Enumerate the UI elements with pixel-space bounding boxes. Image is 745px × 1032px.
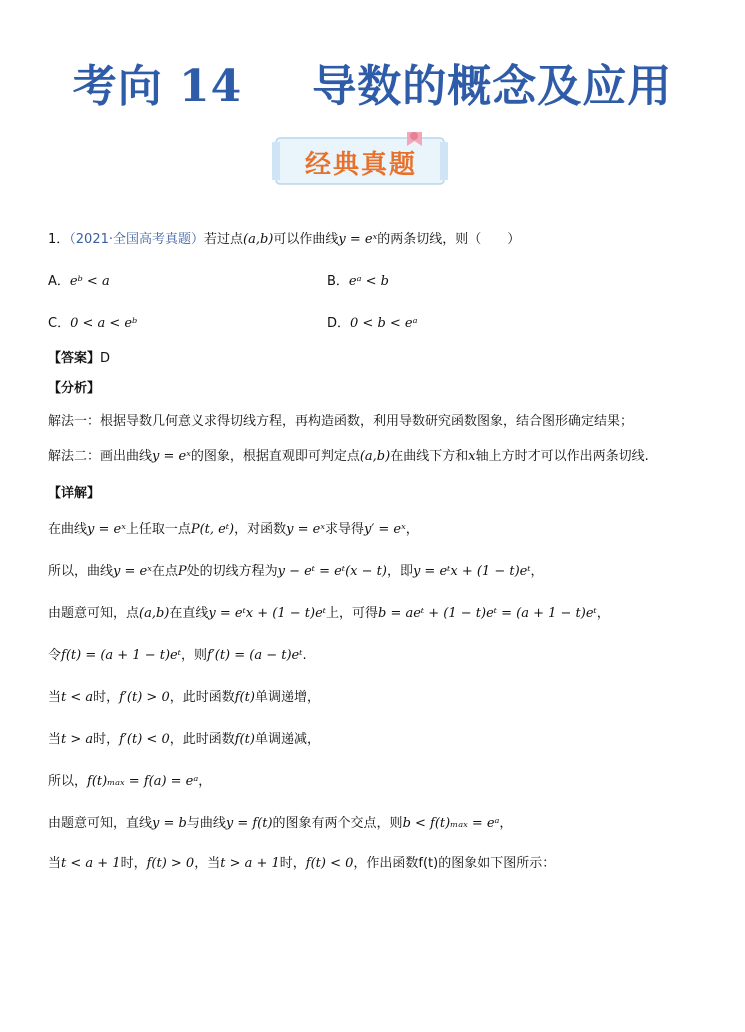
detail-math: y = eᵗx + (1 − t)eᵗ — [208, 606, 326, 621]
detail-math: f(t) — [234, 690, 255, 705]
analysis-point: (a,b) — [359, 449, 391, 464]
detail-math: t > a + 1 — [220, 856, 280, 871]
detail-text: ，此时函数 — [169, 690, 235, 705]
analysis-curve: y = eˣ — [152, 449, 191, 464]
analysis-text-2a: 解法二：画出曲线 — [48, 449, 153, 464]
detail-text: 在点 — [151, 564, 178, 579]
analysis-line-2 — [48, 445, 649, 464]
detail-text: 当 — [48, 856, 62, 871]
detail-text: 当 — [48, 690, 62, 705]
detail-math: (a,b) — [139, 606, 170, 621]
stem-text-2: 可以作曲线 — [273, 232, 339, 247]
page-title — [0, 50, 745, 114]
detail-math: t < a — [61, 690, 94, 705]
detail-text: 在直线 — [169, 606, 209, 621]
detail-text: . — [302, 648, 307, 663]
detail-math: y − eᵗ = eᵗ(x − t) — [277, 564, 387, 579]
answer-value: D — [100, 351, 111, 366]
detail-math: y = b — [152, 816, 187, 831]
detail-math: f′(t) > 0 — [119, 690, 170, 705]
detail-text: 时， — [93, 690, 120, 705]
stem-point: (a,b) — [243, 232, 274, 247]
detail-math: f(t) — [234, 732, 255, 747]
detail-math: f(t) > 0 — [146, 856, 195, 871]
detail-math: y = f(t) — [225, 816, 273, 831]
section-banner — [272, 132, 450, 190]
detail-math: f′(t) = (a − t)eᵗ — [206, 648, 303, 663]
question-source: （2021·全国高考真题） — [69, 232, 204, 247]
detail-line — [48, 644, 307, 663]
detail-text: ，作出函数f(t)的图象如下图所示： — [353, 856, 556, 871]
detail-math: t > a — [61, 732, 94, 747]
detail-text: 单调递增， — [254, 690, 320, 705]
analysis-text-2b: 的图象，根据直观即可判定点 — [190, 449, 360, 464]
detail-tag — [48, 482, 100, 501]
detail-math: b = aeᵗ + (1 − t)eᵗ = (a + 1 − t)eᵗ — [378, 606, 597, 621]
answer-tag: 【答案】 — [48, 351, 101, 366]
detail-text: ， — [405, 522, 419, 537]
analysis-text-2c: 在曲线下方和 — [390, 449, 469, 464]
detail-text: 的图象有两个交点，则 — [272, 816, 403, 831]
option-d — [327, 312, 418, 331]
detail-text: 所以， — [48, 774, 88, 789]
detail-text: 令 — [48, 648, 62, 663]
detail-line — [48, 560, 544, 579]
detail-math: y = eˣ — [113, 564, 152, 579]
detail-math: f(t) < 0 — [305, 856, 354, 871]
analysis-text-2d: 轴上方时才可以作出两条切线. — [475, 449, 649, 464]
question-number: 1． — [48, 232, 70, 247]
detail-text: 所以，曲线 — [48, 564, 114, 579]
detail-math: f(t) = (a + 1 − t)eᵗ — [61, 648, 181, 663]
stem-text-3: 的两条切线，则（ ） — [377, 232, 521, 247]
question-stem — [48, 228, 520, 247]
title-topic-number: 考向 14 — [72, 61, 243, 112]
detail-text: 处的切线方程为 — [186, 564, 278, 579]
detail-text: ，则 — [180, 648, 207, 663]
detail-math: y = eᵗx + (1 − t)eᵗ — [412, 564, 531, 579]
detail-text: ， — [198, 774, 212, 789]
option-c-label: C． — [48, 316, 71, 331]
detail-math: b < f(t)ₘₐₓ = eᵃ — [402, 816, 500, 831]
detail-text: 求导得 — [324, 522, 364, 537]
detail-math: P(t, eᵗ) — [190, 522, 235, 537]
analysis-line-1 — [48, 410, 633, 429]
detail-text: 上任取一点 — [125, 522, 191, 537]
analysis-text-1: 解法一：根据导数几何意义求得切线方程，再构造函数，利用导数研究函数图象，结合图形确定结果； — [48, 414, 634, 429]
option-d-label: D． — [327, 316, 351, 331]
option-b-label: B． — [327, 274, 349, 289]
option-d-text: 0 < b < eᵃ — [350, 316, 418, 331]
detail-line — [48, 812, 512, 831]
detail-math: f(t)ₘₐₓ = f(a) = eᵃ — [87, 774, 199, 789]
detail-math: y = eˣ — [87, 522, 126, 537]
detail-line — [48, 686, 320, 705]
detail-text: ，即 — [386, 564, 413, 579]
detail-text: ，此时函数 — [169, 732, 235, 747]
title-topic-name: 导数的概念及应用 — [312, 61, 673, 112]
option-a — [48, 270, 110, 289]
detail-text: 当 — [48, 732, 62, 747]
detail-text: 由题意可知，直线 — [48, 816, 153, 831]
option-c — [48, 312, 137, 331]
detail-text: 在曲线 — [48, 522, 88, 537]
detail-math: f′(t) < 0 — [119, 732, 170, 747]
stem-text-1: 若过点 — [204, 232, 244, 247]
detail-tag-text: 【详解】 — [48, 486, 101, 501]
detail-text: 单调递减， — [254, 732, 320, 747]
detail-math: y = eˣ — [286, 522, 325, 537]
analysis-axis: x — [468, 449, 476, 464]
detail-line — [48, 852, 555, 871]
option-c-text: 0 < a < eᵇ — [70, 316, 138, 331]
option-b-text: eᵃ < b — [348, 274, 389, 289]
option-a-label: A． — [48, 274, 70, 289]
detail-text: 时， — [120, 856, 147, 871]
detail-text: 上，可得 — [325, 606, 378, 621]
detail-line — [48, 728, 320, 747]
analysis-tag-text: 【分析】 — [48, 381, 101, 396]
detail-line — [48, 518, 419, 537]
detail-line — [48, 770, 211, 789]
detail-line — [48, 602, 610, 621]
answer-line — [48, 347, 110, 366]
detail-text: ， — [499, 816, 513, 831]
option-a-text: eᵇ < a — [69, 274, 110, 289]
detail-text: 时， — [93, 732, 120, 747]
option-b — [327, 270, 389, 289]
detail-math: t < a + 1 — [61, 856, 121, 871]
detail-text: ， — [596, 606, 610, 621]
detail-text: ， — [530, 564, 544, 579]
banner-label: 经典真题 — [304, 150, 417, 180]
detail-math: P — [177, 564, 187, 579]
stem-curve: y = eˣ — [338, 232, 378, 247]
detail-text: 与曲线 — [186, 816, 226, 831]
analysis-tag — [48, 377, 100, 396]
detail-text: ，对函数 — [234, 522, 287, 537]
detail-text: 时， — [279, 856, 306, 871]
detail-math: y′ = eˣ — [363, 522, 406, 537]
detail-text: 由题意可知，点 — [48, 606, 140, 621]
detail-text: ，当 — [194, 856, 221, 871]
